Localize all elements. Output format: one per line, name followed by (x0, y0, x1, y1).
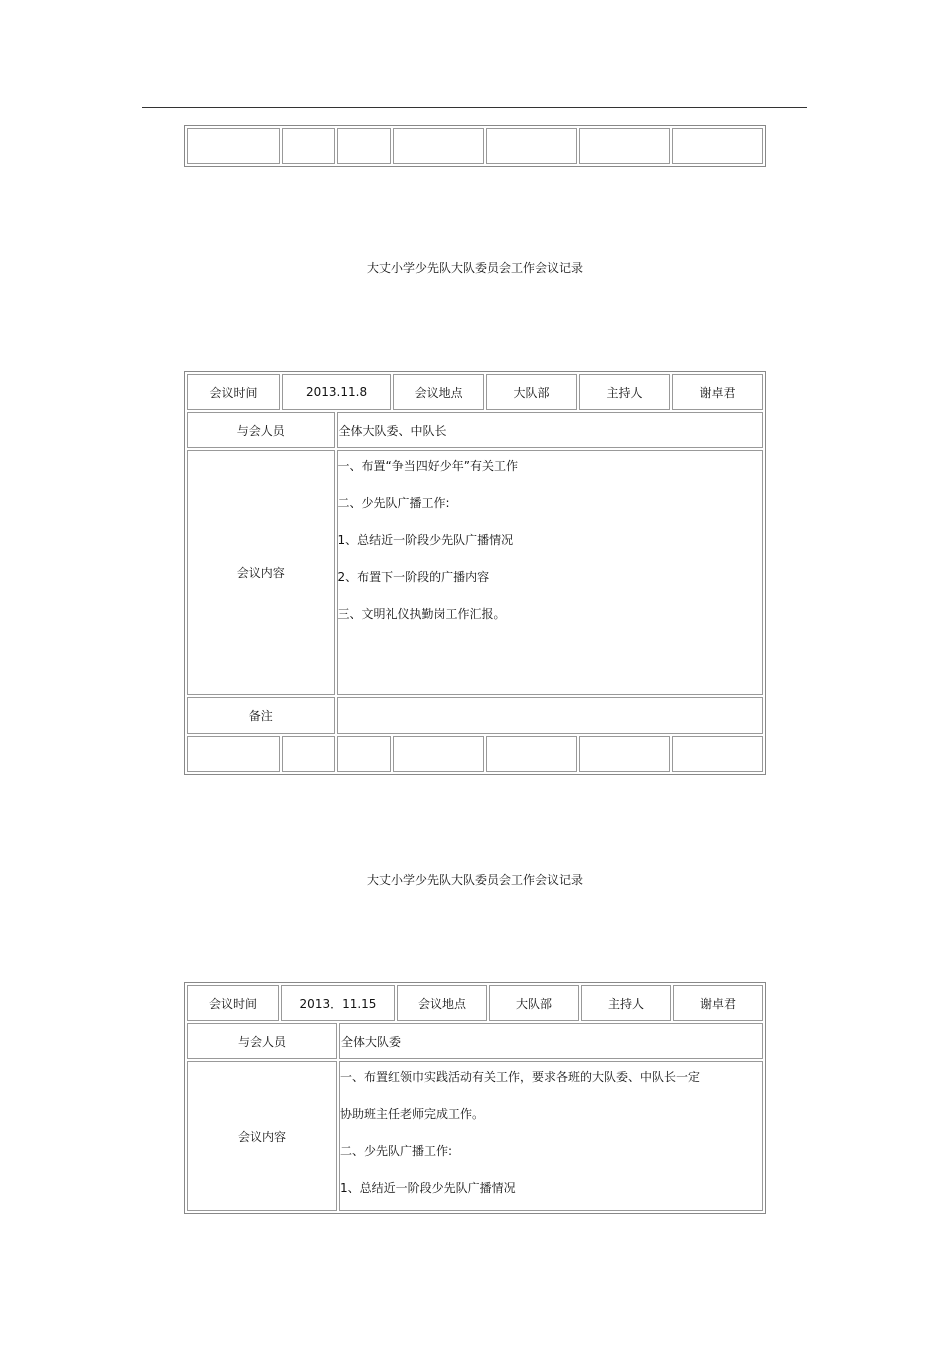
meeting-host: 谢卓君 (672, 374, 763, 410)
label-content: 会议内容 (187, 450, 335, 695)
content-item: 1、总结近一阶段少先队广播情况 (337, 533, 514, 547)
content-item: 三、文明礼仪执勤岗工作汇报。 (337, 607, 506, 621)
label-attendees: 与会人员 (187, 412, 335, 448)
label-place: 会议地点 (397, 985, 487, 1021)
empty-cell (579, 128, 670, 164)
label-host: 主持人 (579, 374, 670, 410)
empty-cell (672, 128, 763, 164)
meeting-date: 2013．11.15 (281, 985, 395, 1021)
empty-cell (282, 736, 335, 772)
meeting-content (339, 1061, 763, 1211)
label-host: 主持人 (581, 985, 671, 1021)
empty-cell (486, 736, 577, 772)
empty-cell (393, 736, 484, 772)
label-time: 会议时间 (187, 374, 280, 410)
meeting-attendees: 全体大队委、中队长 (337, 412, 763, 448)
record-title-1: 大丈小学少先队大队委员会工作会议记录 (366, 261, 583, 275)
label-content: 会议内容 (187, 1061, 337, 1211)
empty-grid-top (184, 125, 766, 167)
meeting-place: 大队部 (486, 374, 577, 410)
meeting-date: 2013.11.8 (282, 374, 391, 410)
label-place: 会议地点 (393, 374, 484, 410)
label-attendees: 与会人员 (187, 1023, 337, 1059)
content-item: 一、布置“争当四好少年”有关工作 (337, 459, 518, 473)
empty-cell (393, 128, 484, 164)
label-remarks: 备注 (187, 697, 335, 734)
meeting-host: 谢卓君 (673, 985, 763, 1021)
meeting-table-1 (184, 371, 766, 775)
meeting-content (337, 450, 763, 695)
meeting-remarks (337, 697, 763, 734)
content-item: 二、少先队广播工作: (340, 1144, 453, 1158)
empty-cell (282, 128, 335, 164)
record-title-2: 大丈小学少先队大队委员会工作会议记录 (366, 873, 583, 887)
empty-cell (187, 736, 280, 772)
header-rule (142, 107, 807, 108)
meeting-attendees: 全体大队委 (339, 1023, 763, 1059)
content-item: 2、布置下一阶段的广播内容 (337, 570, 490, 584)
label-time: 会议时间 (187, 985, 279, 1021)
empty-cell (187, 128, 280, 164)
empty-cell (337, 128, 392, 164)
content-item: 1、总结近一阶段少先队广播情况 (340, 1181, 516, 1195)
empty-cell (337, 736, 392, 772)
content-item: 二、少先队广播工作: (337, 496, 450, 510)
empty-cell (579, 736, 670, 772)
content-item: 一、布置红领巾实践活动有关工作，要求各班的大队委、中队长一定 (340, 1070, 701, 1084)
empty-cell (486, 128, 577, 164)
empty-cell (672, 736, 763, 772)
meeting-table-2 (184, 982, 766, 1214)
meeting-place: 大队部 (489, 985, 579, 1021)
content-item: 协助班主任老师完成工作。 (340, 1107, 485, 1121)
